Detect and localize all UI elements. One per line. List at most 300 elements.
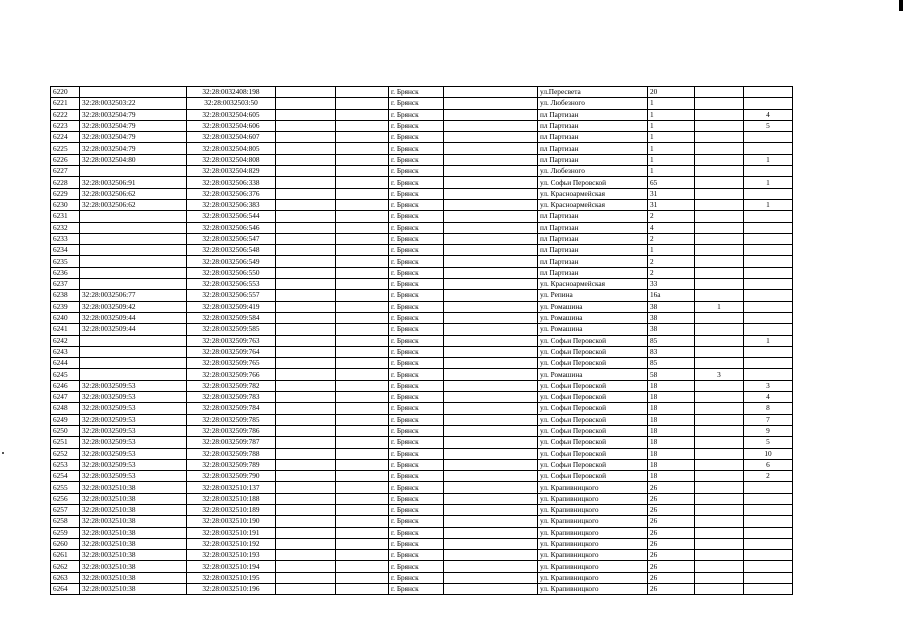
table-row	[51, 380, 793, 391]
row-number-cell: 6238	[51, 290, 80, 301]
blank-col-5-cell	[336, 527, 389, 538]
extra-col-10-cell	[695, 132, 744, 143]
parent-cadastral-number-cell: 32:28:0032509:53	[80, 471, 187, 482]
row-number-cell: 6244	[51, 358, 80, 369]
extra-col-10-cell	[695, 392, 744, 403]
street-cell: пл Партизан	[538, 120, 648, 131]
city-cell: г. Брянск	[389, 143, 444, 154]
extra-col-11-cell: 1	[744, 177, 793, 188]
blank-col-7-cell	[444, 98, 538, 109]
parent-cadastral-number-cell	[80, 335, 187, 346]
blank-col-5-cell	[336, 493, 389, 504]
street-cell: пл Партизан	[538, 233, 648, 244]
table-row	[51, 109, 793, 120]
cadastral-number-cell: 32:28:0032506:376	[187, 188, 276, 199]
blank-col-7-cell	[444, 425, 538, 436]
city-cell: г. Брянск	[389, 222, 444, 233]
house-number-cell: 18	[648, 437, 695, 448]
blank-col-4-cell	[276, 98, 336, 109]
cadastral-number-cell: 32:28:0032506:553	[187, 279, 276, 290]
extra-col-10-cell	[695, 154, 744, 165]
street-cell: пл Партизан	[538, 222, 648, 233]
blank-col-7-cell	[444, 584, 538, 595]
extra-col-10-cell	[695, 312, 744, 323]
blank-col-5-cell	[336, 312, 389, 323]
table-row	[51, 584, 793, 595]
cadastral-number-cell: 32:28:0032509:763	[187, 335, 276, 346]
extra-col-10-cell	[695, 211, 744, 222]
street-cell: ул. Крапивницкого	[538, 527, 648, 538]
city-cell: г. Брянск	[389, 550, 444, 561]
table-row	[51, 199, 793, 210]
extra-col-10-cell	[695, 550, 744, 561]
cadastral-number-cell: 32:28:0032510:189	[187, 504, 276, 515]
parent-cadastral-number-cell	[80, 256, 187, 267]
table-row	[51, 211, 793, 222]
street-cell: ул. Софьи Перовской	[538, 177, 648, 188]
blank-col-5-cell	[336, 403, 389, 414]
blank-col-4-cell	[276, 177, 336, 188]
row-number-cell: 6234	[51, 245, 80, 256]
city-cell: г. Брянск	[389, 279, 444, 290]
table-row	[51, 448, 793, 459]
blank-col-4-cell	[276, 154, 336, 165]
cadastral-number-cell: 32:28:0032506:546	[187, 222, 276, 233]
house-number-cell: 18	[648, 425, 695, 436]
parent-cadastral-number-cell	[80, 358, 187, 369]
table-row	[51, 358, 793, 369]
extra-col-11-cell	[744, 504, 793, 515]
extra-col-11-cell: 4	[744, 392, 793, 403]
extra-col-10-cell	[695, 233, 744, 244]
extra-col-10-cell	[695, 166, 744, 177]
table-row	[51, 403, 793, 414]
table-row	[51, 233, 793, 244]
row-number-cell: 6249	[51, 414, 80, 425]
extra-col-11-cell: 5	[744, 437, 793, 448]
blank-col-4-cell	[276, 335, 336, 346]
city-cell: г. Брянск	[389, 482, 444, 493]
row-number-cell: 6226	[51, 154, 80, 165]
house-number-cell: 26	[648, 527, 695, 538]
city-cell: г. Брянск	[389, 572, 444, 583]
extra-col-10-cell	[695, 584, 744, 595]
street-cell: ул. Софьи Перовской	[538, 335, 648, 346]
blank-col-7-cell	[444, 188, 538, 199]
parent-cadastral-number-cell: 32:28:0032510:38	[80, 516, 187, 527]
extra-col-11-cell: 1	[744, 335, 793, 346]
blank-col-4-cell	[276, 188, 336, 199]
house-number-cell: 26	[648, 561, 695, 572]
blank-col-5-cell	[336, 279, 389, 290]
house-number-cell: 26	[648, 482, 695, 493]
table-row	[51, 335, 793, 346]
city-cell: г. Брянск	[389, 120, 444, 131]
blank-col-4-cell	[276, 87, 336, 98]
blank-col-7-cell	[444, 538, 538, 549]
row-number-cell: 6227	[51, 166, 80, 177]
parent-cadastral-number-cell	[80, 87, 187, 98]
extra-col-11-cell	[744, 211, 793, 222]
blank-col-4-cell	[276, 425, 336, 436]
city-cell: г. Брянск	[389, 233, 444, 244]
table-row	[51, 132, 793, 143]
extra-col-11-cell	[744, 346, 793, 357]
blank-col-4-cell	[276, 527, 336, 538]
cadastral-number-cell: 32:28:0032509:784	[187, 403, 276, 414]
cadastral-number-cell: 32:28:0032504:805	[187, 143, 276, 154]
blank-col-5-cell	[336, 538, 389, 549]
street-cell: ул. Софьи Перовской	[538, 392, 648, 403]
extra-col-10-cell	[695, 188, 744, 199]
blank-col-4-cell	[276, 256, 336, 267]
street-cell: ул. Красноармейская	[538, 279, 648, 290]
blank-col-7-cell	[444, 471, 538, 482]
street-cell: ул. Софьи Перовской	[538, 459, 648, 470]
blank-col-7-cell	[444, 120, 538, 131]
blank-col-5-cell	[336, 572, 389, 583]
cadastral-number-cell: 32:28:0032509:787	[187, 437, 276, 448]
parent-cadastral-number-cell: 32:28:0032509:53	[80, 380, 187, 391]
cadastral-number-cell: 32:28:0032506:383	[187, 199, 276, 210]
city-cell: г. Брянск	[389, 267, 444, 278]
row-number-cell: 6236	[51, 267, 80, 278]
extra-col-10-cell	[695, 358, 744, 369]
row-number-cell: 6246	[51, 380, 80, 391]
blank-col-4-cell	[276, 222, 336, 233]
extra-col-11-cell	[744, 98, 793, 109]
extra-col-11-cell	[744, 358, 793, 369]
extra-col-10-cell	[695, 516, 744, 527]
street-cell: ул. Крапивницкого	[538, 482, 648, 493]
blank-col-4-cell	[276, 448, 336, 459]
scan-speck	[2, 452, 4, 454]
parent-cadastral-number-cell: 32:28:0032506:91	[80, 177, 187, 188]
house-number-cell: 2	[648, 211, 695, 222]
parent-cadastral-number-cell: 32:28:0032509:53	[80, 437, 187, 448]
city-cell: г. Брянск	[389, 504, 444, 515]
street-cell: ул. Софьи Перовской	[538, 358, 648, 369]
extra-col-11-cell: 2	[744, 471, 793, 482]
row-number-cell: 6256	[51, 493, 80, 504]
blank-col-5-cell	[336, 87, 389, 98]
cadastral-number-cell: 32:28:0032506:549	[187, 256, 276, 267]
blank-col-4-cell	[276, 482, 336, 493]
table-row	[51, 324, 793, 335]
blank-col-5-cell	[336, 471, 389, 482]
cadastral-number-cell: 32:28:0032506:338	[187, 177, 276, 188]
cadastral-number-cell: 32:28:0032510:195	[187, 572, 276, 583]
street-cell: пл Партизан	[538, 132, 648, 143]
extra-col-10-cell	[695, 448, 744, 459]
house-number-cell: 18	[648, 380, 695, 391]
extra-col-11-cell	[744, 550, 793, 561]
table-row	[51, 516, 793, 527]
blank-col-7-cell	[444, 211, 538, 222]
extra-col-10-cell	[695, 504, 744, 515]
house-number-cell: 18	[648, 403, 695, 414]
extra-col-11-cell	[744, 256, 793, 267]
blank-col-4-cell	[276, 120, 336, 131]
house-number-cell: 31	[648, 199, 695, 210]
cadastral-number-cell: 32:28:0032504:605	[187, 109, 276, 120]
cadastral-number-cell: 32:28:0032503:50	[187, 98, 276, 109]
house-number-cell: 2	[648, 256, 695, 267]
blank-col-7-cell	[444, 550, 538, 561]
street-cell: ул. Репина	[538, 290, 648, 301]
house-number-cell: 4	[648, 222, 695, 233]
blank-col-5-cell	[336, 166, 389, 177]
parent-cadastral-number-cell: 32:28:0032506:77	[80, 290, 187, 301]
extra-col-10-cell	[695, 459, 744, 470]
cadastral-number-cell: 32:28:0032510:194	[187, 561, 276, 572]
city-cell: г. Брянск	[389, 109, 444, 120]
table-row	[51, 392, 793, 403]
city-cell: г. Брянск	[389, 403, 444, 414]
extra-col-10-cell	[695, 267, 744, 278]
cadastral-number-cell: 32:28:0032509:782	[187, 380, 276, 391]
extra-col-10-cell	[695, 346, 744, 357]
blank-col-5-cell	[336, 414, 389, 425]
row-number-cell: 6223	[51, 120, 80, 131]
street-cell: ул. Софьи Перовской	[538, 425, 648, 436]
extra-col-11-cell	[744, 87, 793, 98]
city-cell: г. Брянск	[389, 538, 444, 549]
extra-col-10-cell	[695, 256, 744, 267]
house-number-cell: 26	[648, 572, 695, 583]
street-cell: ул. Крапивницкого	[538, 538, 648, 549]
row-number-cell: 6239	[51, 301, 80, 312]
row-number-cell: 6254	[51, 471, 80, 482]
cadastral-number-cell: 32:28:0032506:544	[187, 211, 276, 222]
extra-col-11-cell: 1	[744, 154, 793, 165]
parent-cadastral-number-cell	[80, 233, 187, 244]
cadastral-number-cell: 32:28:0032509:419	[187, 301, 276, 312]
row-number-cell: 6258	[51, 516, 80, 527]
extra-col-11-cell: 9	[744, 425, 793, 436]
row-number-cell: 6252	[51, 448, 80, 459]
house-number-cell: 65	[648, 177, 695, 188]
blank-col-4-cell	[276, 324, 336, 335]
blank-col-4-cell	[276, 504, 336, 515]
extra-col-11-cell: 8	[744, 403, 793, 414]
blank-col-4-cell	[276, 211, 336, 222]
parent-cadastral-number-cell: 32:28:0032504:79	[80, 120, 187, 131]
scan-edge-mark	[899, 0, 903, 11]
row-number-cell: 6247	[51, 392, 80, 403]
city-cell: г. Брянск	[389, 527, 444, 538]
blank-col-4-cell	[276, 199, 336, 210]
cadastral-number-cell: 32:28:0032509:764	[187, 346, 276, 357]
city-cell: г. Брянск	[389, 98, 444, 109]
cadastral-number-cell: 32:28:0032504:606	[187, 120, 276, 131]
table-row	[51, 143, 793, 154]
table-row	[51, 493, 793, 504]
table-row	[51, 166, 793, 177]
street-cell: ул. Красноармейская	[538, 199, 648, 210]
cadastral-number-cell: 32:28:0032510:191	[187, 527, 276, 538]
blank-col-5-cell	[336, 177, 389, 188]
blank-col-5-cell	[336, 448, 389, 459]
house-number-cell: 38	[648, 301, 695, 312]
extra-col-11-cell	[744, 166, 793, 177]
blank-col-5-cell	[336, 369, 389, 380]
row-number-cell: 6235	[51, 256, 80, 267]
blank-col-4-cell	[276, 245, 336, 256]
blank-col-7-cell	[444, 482, 538, 493]
table-row	[51, 550, 793, 561]
extra-col-11-cell	[744, 572, 793, 583]
blank-col-5-cell	[336, 267, 389, 278]
parent-cadastral-number-cell	[80, 222, 187, 233]
cadastral-number-cell: 32:28:0032510:196	[187, 584, 276, 595]
city-cell: г. Брянск	[389, 561, 444, 572]
extra-col-11-cell	[744, 143, 793, 154]
street-cell: ул. Красноармейская	[538, 188, 648, 199]
extra-col-11-cell	[744, 279, 793, 290]
cadastral-number-cell: 32:28:0032506:548	[187, 245, 276, 256]
extra-col-10-cell	[695, 572, 744, 583]
table-row	[51, 256, 793, 267]
table-row	[51, 459, 793, 470]
house-number-cell: 16а	[648, 290, 695, 301]
extra-col-10-cell	[695, 87, 744, 98]
extra-col-10-cell	[695, 222, 744, 233]
blank-col-7-cell	[444, 199, 538, 210]
row-number-cell: 6259	[51, 527, 80, 538]
blank-col-5-cell	[336, 245, 389, 256]
city-cell: г. Брянск	[389, 290, 444, 301]
city-cell: г. Брянск	[389, 256, 444, 267]
street-cell: пл Партизан	[538, 154, 648, 165]
extra-col-11-cell: 5	[744, 120, 793, 131]
blank-col-7-cell	[444, 87, 538, 98]
table-row	[51, 471, 793, 482]
house-number-cell: 1	[648, 154, 695, 165]
extra-col-10-cell	[695, 98, 744, 109]
extra-col-11-cell	[744, 245, 793, 256]
extra-col-11-cell	[744, 312, 793, 323]
parent-cadastral-number-cell: 32:28:0032509:53	[80, 414, 187, 425]
extra-col-10-cell	[695, 380, 744, 391]
blank-col-7-cell	[444, 177, 538, 188]
blank-col-4-cell	[276, 550, 336, 561]
blank-col-7-cell	[444, 233, 538, 244]
blank-col-7-cell	[444, 459, 538, 470]
house-number-cell: 26	[648, 584, 695, 595]
extra-col-10-cell: 3	[695, 369, 744, 380]
cadastral-number-cell: 32:28:0032510:193	[187, 550, 276, 561]
cadastral-number-cell: 32:28:0032509:765	[187, 358, 276, 369]
blank-col-4-cell	[276, 561, 336, 572]
blank-col-4-cell	[276, 572, 336, 583]
extra-col-10-cell	[695, 527, 744, 538]
city-cell: г. Брянск	[389, 154, 444, 165]
cadastral-number-cell: 32:28:0032408:198	[187, 87, 276, 98]
city-cell: г. Брянск	[389, 166, 444, 177]
blank-col-7-cell	[444, 572, 538, 583]
parent-cadastral-number-cell: 32:28:0032510:38	[80, 561, 187, 572]
street-cell: ул. Крапивницкого	[538, 504, 648, 515]
parent-cadastral-number-cell	[80, 267, 187, 278]
table-row	[51, 188, 793, 199]
blank-col-7-cell	[444, 358, 538, 369]
blank-col-5-cell	[336, 324, 389, 335]
blank-col-4-cell	[276, 290, 336, 301]
blank-col-4-cell	[276, 471, 336, 482]
house-number-cell: 26	[648, 504, 695, 515]
blank-col-7-cell	[444, 166, 538, 177]
blank-col-5-cell	[336, 550, 389, 561]
house-number-cell: 26	[648, 550, 695, 561]
blank-col-4-cell	[276, 132, 336, 143]
city-cell: г. Брянск	[389, 312, 444, 323]
city-cell: г. Брянск	[389, 87, 444, 98]
blank-col-7-cell	[444, 335, 538, 346]
blank-col-7-cell	[444, 301, 538, 312]
blank-col-4-cell	[276, 493, 336, 504]
blank-col-5-cell	[336, 584, 389, 595]
street-cell: пл Партизан	[538, 109, 648, 120]
blank-col-5-cell	[336, 256, 389, 267]
row-number-cell: 6220	[51, 87, 80, 98]
blank-col-4-cell	[276, 358, 336, 369]
row-number-cell: 6251	[51, 437, 80, 448]
city-cell: г. Брянск	[389, 301, 444, 312]
parent-cadastral-number-cell	[80, 346, 187, 357]
cadastral-number-cell: 32:28:0032509:790	[187, 471, 276, 482]
blank-col-7-cell	[444, 369, 538, 380]
table-row	[51, 538, 793, 549]
city-cell: г. Брянск	[389, 584, 444, 595]
extra-col-10-cell	[695, 482, 744, 493]
row-number-cell: 6230	[51, 199, 80, 210]
extra-col-11-cell: 1	[744, 199, 793, 210]
row-number-cell: 6225	[51, 143, 80, 154]
house-number-cell: 1	[648, 120, 695, 131]
row-number-cell: 6248	[51, 403, 80, 414]
street-cell: ул. Любезного	[538, 166, 648, 177]
extra-col-10-cell	[695, 561, 744, 572]
extra-col-10-cell	[695, 471, 744, 482]
city-cell: г. Брянск	[389, 471, 444, 482]
table-row	[51, 177, 793, 188]
extra-col-10-cell	[695, 199, 744, 210]
register-table	[50, 86, 793, 595]
house-number-cell: 20	[648, 87, 695, 98]
blank-col-5-cell	[336, 211, 389, 222]
row-number-cell: 6263	[51, 572, 80, 583]
city-cell: г. Брянск	[389, 335, 444, 346]
blank-col-4-cell	[276, 109, 336, 120]
extra-col-10-cell	[695, 538, 744, 549]
blank-col-7-cell	[444, 414, 538, 425]
city-cell: г. Брянск	[389, 516, 444, 527]
city-cell: г. Брянск	[389, 448, 444, 459]
table-row	[51, 425, 793, 436]
row-number-cell: 6257	[51, 504, 80, 515]
blank-col-7-cell	[444, 312, 538, 323]
blank-col-4-cell	[276, 403, 336, 414]
table-row	[51, 267, 793, 278]
extra-col-10-cell	[695, 109, 744, 120]
blank-col-7-cell	[444, 403, 538, 414]
blank-col-5-cell	[336, 358, 389, 369]
blank-col-4-cell	[276, 279, 336, 290]
cadastral-number-cell: 32:28:0032509:786	[187, 425, 276, 436]
row-number-cell: 6243	[51, 346, 80, 357]
house-number-cell: 26	[648, 516, 695, 527]
